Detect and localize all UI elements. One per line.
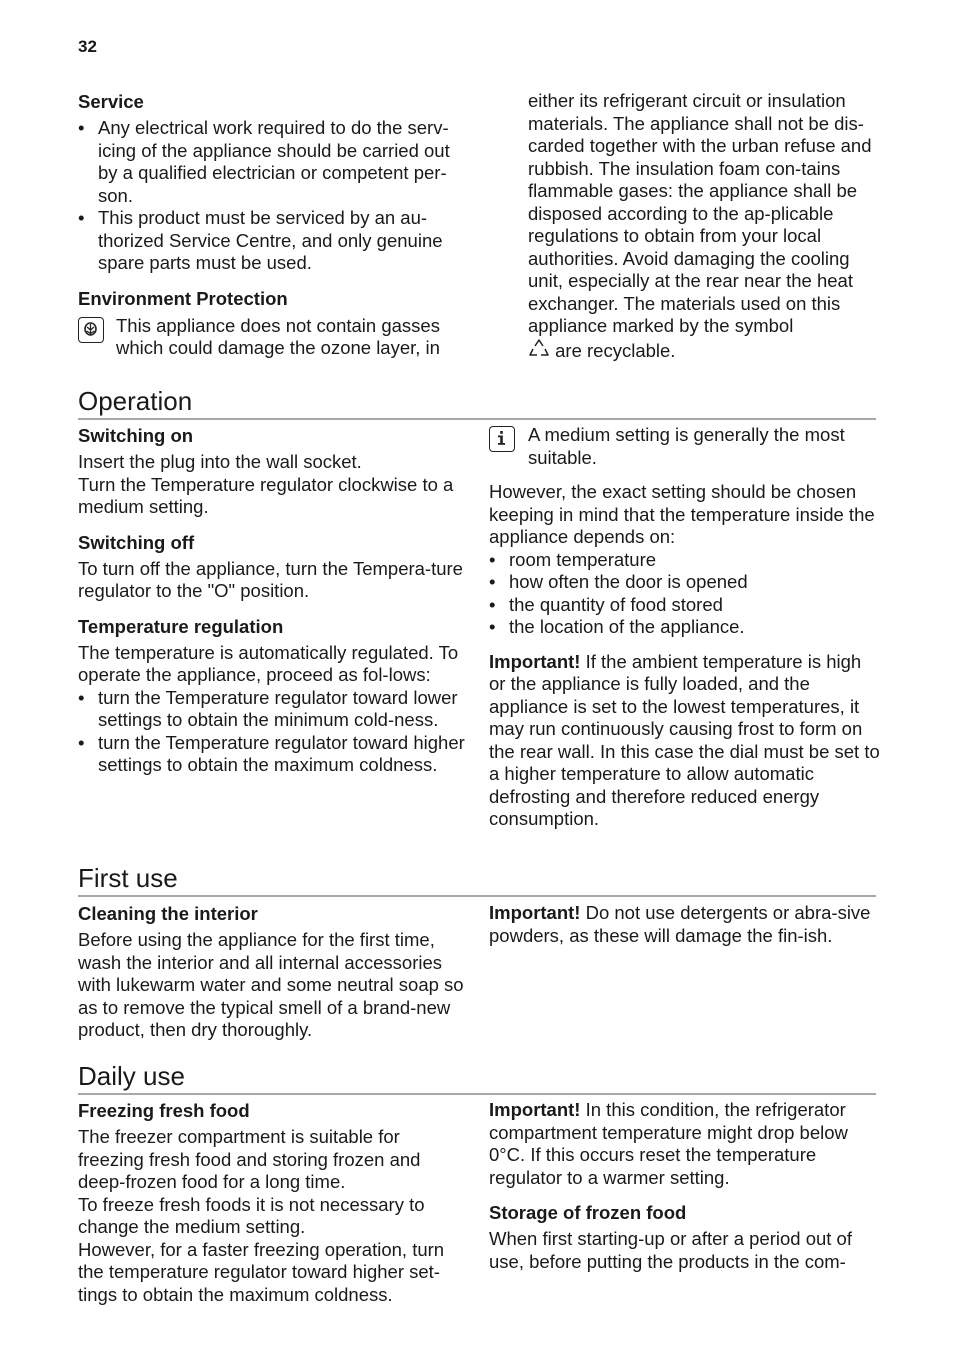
temperature-regulation-text: The temperature is automatically regulated. To operate the appliance, proceed as fol-lows: — [78, 641, 459, 685]
service-heading: Service — [78, 91, 144, 112]
environment-text-left: This appliance does not contain gasses which could damage the ozone layer, in — [116, 314, 440, 358]
first-use-right — [489, 902, 881, 947]
environment-text-right: either its refrigerant circuit or insulation materials. The appliance shall not be dis-carded together with the urban refuse and rubbish. The insulation foam con-tains flammable gases: the appliance shall be disposed according to the ap-plicable regulations to obtain from your local authorities. Avoid damaging the cooling unit, especially at the rear near the heat exchanger. The materials used on this appliance marked by the symbol — [528, 90, 872, 336]
freezing-text-3: However, for a faster freezing operation, turn the temperature regulator toward higher set-tings to obtain the maximum coldness. — [78, 1238, 445, 1305]
section-title: Daily use — [78, 1061, 185, 1091]
service-list — [78, 117, 470, 275]
switching-on-heading: Switching on — [78, 425, 194, 446]
section-title: Operation — [78, 386, 193, 416]
info-note: A medium setting is generally the most suitable. — [528, 424, 845, 468]
list-item: • room temperature — [489, 549, 881, 572]
list-item: • turn the Temperature regulator toward higher settings to obtain the maximum coldness. — [78, 732, 470, 777]
operation-section-header — [78, 385, 876, 420]
important-label: Important! — [489, 902, 581, 923]
operation-right — [489, 424, 881, 831]
list-item: • how often the door is opened — [489, 571, 881, 594]
list-item: • the location of the appliance. — [489, 616, 881, 639]
freezing-text-2: To freeze fresh foods it is not necessary to change the medium setting. — [78, 1193, 425, 1237]
section-divider — [78, 895, 876, 897]
important-text: In this condition, the refrigerator compartment temperature might drop below 0°C. If this occurs reset the temperature regulator to a warmer setting. — [489, 1099, 848, 1188]
first-use-section-header — [78, 862, 876, 897]
info-icon — [489, 426, 515, 452]
page-number: 32 — [78, 37, 97, 56]
service-section — [78, 90, 470, 360]
important-label: Important! — [489, 650, 581, 672]
daily-use-left — [78, 1099, 470, 1306]
daily-use-section-header — [78, 1060, 876, 1095]
important-note — [489, 651, 881, 831]
list-item: • This product must be serviced by an au-thorized Service Centre, and only genuine spare parts must be used. — [78, 207, 470, 275]
environment-text-end: are recyclable. — [555, 339, 676, 361]
storage-text: When first starting-up or after a period out of use, before putting the products in the com- — [489, 1228, 852, 1272]
switching-on-text: Insert the plug into the wall socket. — [78, 451, 362, 472]
operation-left — [78, 424, 470, 777]
section-divider — [78, 1093, 876, 1095]
section-divider — [78, 418, 876, 420]
cleaning-text: Before using the appliance for the first time, wash the interior and all internal accessories with lukewarm water and some neutral soap so as to remove the typical smell of a brand-new product, then dry thoroughly. — [78, 929, 464, 1040]
switching-off-heading: Switching off — [78, 531, 195, 553]
list-item: • the quantity of food stored — [489, 594, 881, 617]
temperature-regulation-list — [78, 687, 470, 777]
environment-heading: Environment Protection — [78, 287, 288, 309]
factors-list — [489, 549, 881, 639]
freezing-text-1: The freezer compartment is suitable for freezing fresh food and storing frozen and deep-frozen food for a long time. — [78, 1126, 421, 1192]
recycle-leaf-icon — [78, 317, 104, 343]
storage-heading: Storage of frozen food — [489, 1202, 687, 1223]
list-item: • Any electrical work required to do the serv-icing of the appliance should be carried out by a qualified electrician or competent per-son. — [78, 117, 470, 207]
section-title: First use — [78, 863, 178, 893]
environment-continued — [528, 90, 880, 362]
list-item: • turn the Temperature regulator toward lower settings to obtain the minimum cold-ness. — [78, 687, 470, 732]
important-text: Do not use detergents or abra-sive powders, as these will damage the fin-ish. — [489, 902, 871, 946]
cleaning-heading: Cleaning the interior — [78, 903, 258, 924]
switching-off-text: To turn off the appliance, turn the Tempera-ture regulator to the "O" position. — [78, 557, 463, 601]
switching-on-text-2: Turn the Temperature regulator clockwise to a medium setting. — [78, 473, 454, 517]
important-note — [489, 1099, 881, 1189]
important-label: Important! — [489, 1099, 581, 1120]
temperature-regulation-heading: Temperature regulation — [78, 615, 284, 637]
daily-use-right — [489, 1099, 881, 1273]
freezing-heading: Freezing fresh food — [78, 1100, 250, 1121]
important-text: If the ambient temperature is high or the appliance is fully loaded, and the appliance is set to the lowest temperatures, it may run continuously causing frost to form on the rear wall. In this case the dial must be set to a higher temperature to allow automatic defrosting and therefore reduced energy consumption. — [489, 650, 880, 829]
first-use-left — [78, 902, 470, 1042]
recycle-icon — [528, 338, 550, 360]
setting-text: However, the exact setting should be chosen keeping in mind that the temperature inside the appliance depends on: — [489, 481, 875, 547]
important-note — [489, 902, 881, 947]
